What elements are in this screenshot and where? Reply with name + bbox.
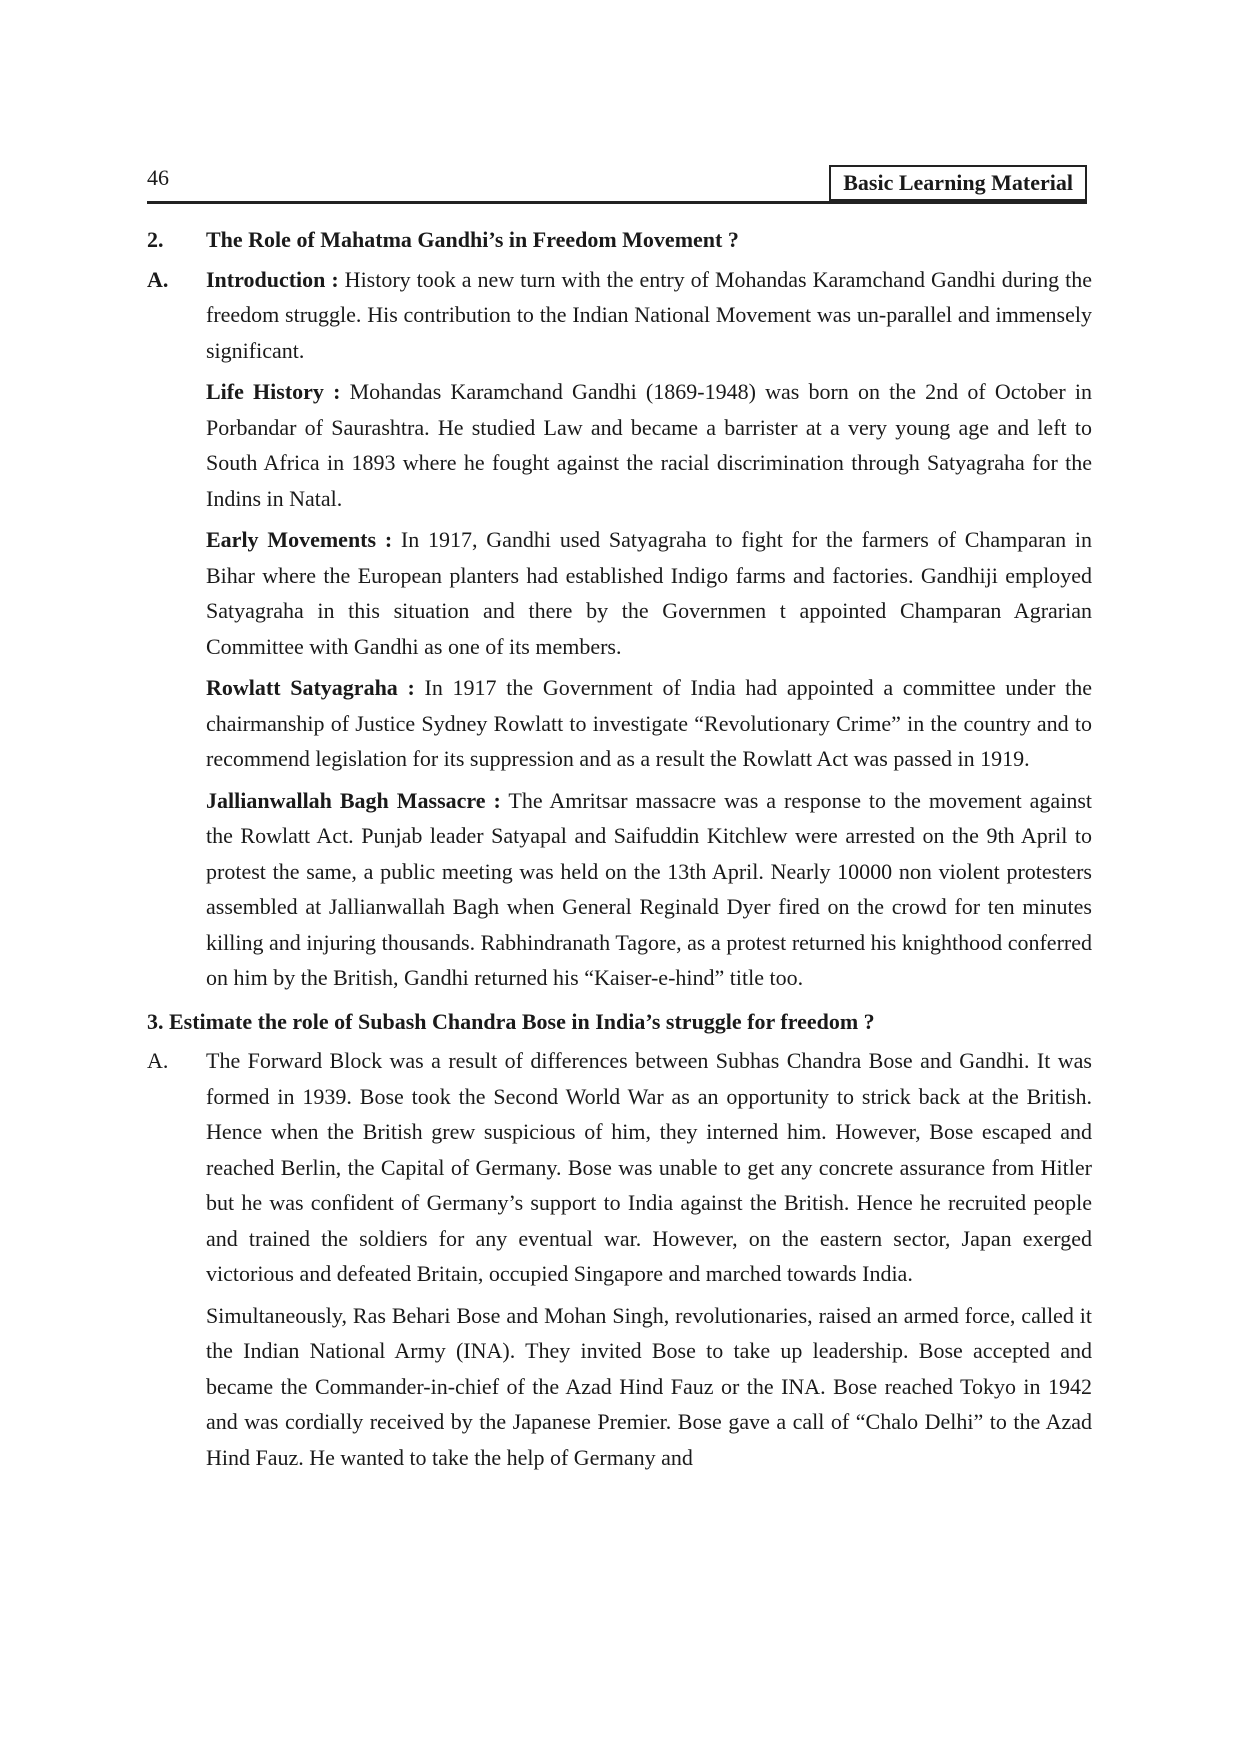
question-3: 3. Estimate the role of Subash Chandra Bose in India’s struggle for freedom ? <box>147 1008 875 1034</box>
answer-label: A. <box>147 1048 169 1073</box>
paragraph-heading: Jallianwallah Bagh Massacre : <box>206 787 501 813</box>
answer-body <box>206 262 1092 1002</box>
paragraph-heading: Introduction : <box>206 266 339 292</box>
paragraph-text: History took a new turn with the entry of Mohandas Karamchand Gandhi during the freedom struggle. His contribution to the Indian National Movement was un-parallel and immensely significant. <box>206 266 1092 363</box>
paragraph-heading: Early Movements : <box>206 527 393 552</box>
header-rule <box>147 201 1087 204</box>
page-header <box>147 165 1087 202</box>
question-text: The Role of Mahatma Gandhi’s in Freedom Movement ? <box>206 227 739 252</box>
paragraph-introduction <box>206 262 1092 369</box>
question-2 <box>147 222 1092 258</box>
page-content <box>147 222 1092 1481</box>
paragraph-text: In 1917 the Government of India had appointed a committee under the chairmanship of Justice Sydney Rowlatt to investigate “Revolutionary Crime” in the country and to recommend legislation for its suppression and as a result the Rowlatt Act was passed in 1919. <box>206 675 1092 771</box>
paragraph-rowlatt-satyagraha <box>206 670 1092 777</box>
paragraph-text: The Amritsar massacre was a response to the movement against the Rowlatt Act. Punjab leader Satyapal and Saifuddin Kitchlew were arrested on the 9th April to protest the same, a public meeting was held on the 13th April. Nearly 10000 non violent protesters assembled at Jallianwallah Bagh when General Reginald Dyer fired on the crowd for ten minutes killing and injuring thousands. Rabhindranath Tagore, as a protest returned his knighthood conferred on him by the British, Gandhi returned his “Kaiser-e-hind” title too. <box>206 787 1092 990</box>
paragraph-heading: Rowlatt Satyagraha : <box>206 675 415 700</box>
paragraph-heading: Life History : <box>206 379 341 404</box>
header-title-box: Basic Learning Material <box>829 165 1087 202</box>
paragraph-early-movements <box>206 522 1092 664</box>
paragraph-text: In 1917, Gandhi used Satyagraha to fight for the farmers of Champaran in Bihar where the European planters had established Indigo farms and factories. Gandhiji employed Satyagraha in this situation and there by the Governmen t appointed Champaran Agrarian Committee with Gandhi as one of its members. <box>206 527 1092 659</box>
paragraph-forward-block: The Forward Block was a result of differences between Subhas Chandra Bose and Gandhi. It was formed in 1939. Bose took the Second World War as an opportunity to strick back at the British. Hence when the British grew suspicious of him, they interned him. However, Bose escaped and reached Berlin, the Capital of Germany. Bose was unable to get any concrete assurance from Hitler but he was confident of Germany’s support to India against the British. Hence he recruited people and trained the soldiers for any eventual war. However, on the eastern sector, Japan exerged victorious and defeated Britain, occupied Singapore and marched towards India. <box>206 1048 1092 1286</box>
page-number: 46 <box>147 165 169 190</box>
question-number: 2. <box>147 227 164 252</box>
answer-label: A. <box>147 266 169 292</box>
paragraph-ina: Simultaneously, Ras Behari Bose and Mohan Singh, revolutionaries, raised an armed force, called it the Indian National Army (INA). They invited Bose to take up leadership. Bose accepted and became the Commander-in-chief of the Azad Hind Fauz or the INA. Bose reached Tokyo in 1942 and was cordially received by the Japanese Premier. Bose gave a call of “Chalo Delhi” to the Azad Hind Fauz. He wanted to take the help of Germany and <box>206 1302 1092 1470</box>
answer-3 <box>147 1043 1092 1481</box>
answer-body <box>206 1043 1092 1481</box>
paragraph-life-history <box>206 374 1092 516</box>
answer-2 <box>147 262 1092 1002</box>
paragraph-jallianwallah <box>206 783 1092 996</box>
paragraph-text: Mohandas Karamchand Gandhi (1869-1948) was born on the 2nd of October in Porbandar of Saurashtra. He studied Law and became a barrister at a very young age and left to South Africa in 1893 where he fought against the racial discrimination through Satyagraha for the Indins in Natal. <box>206 379 1092 511</box>
